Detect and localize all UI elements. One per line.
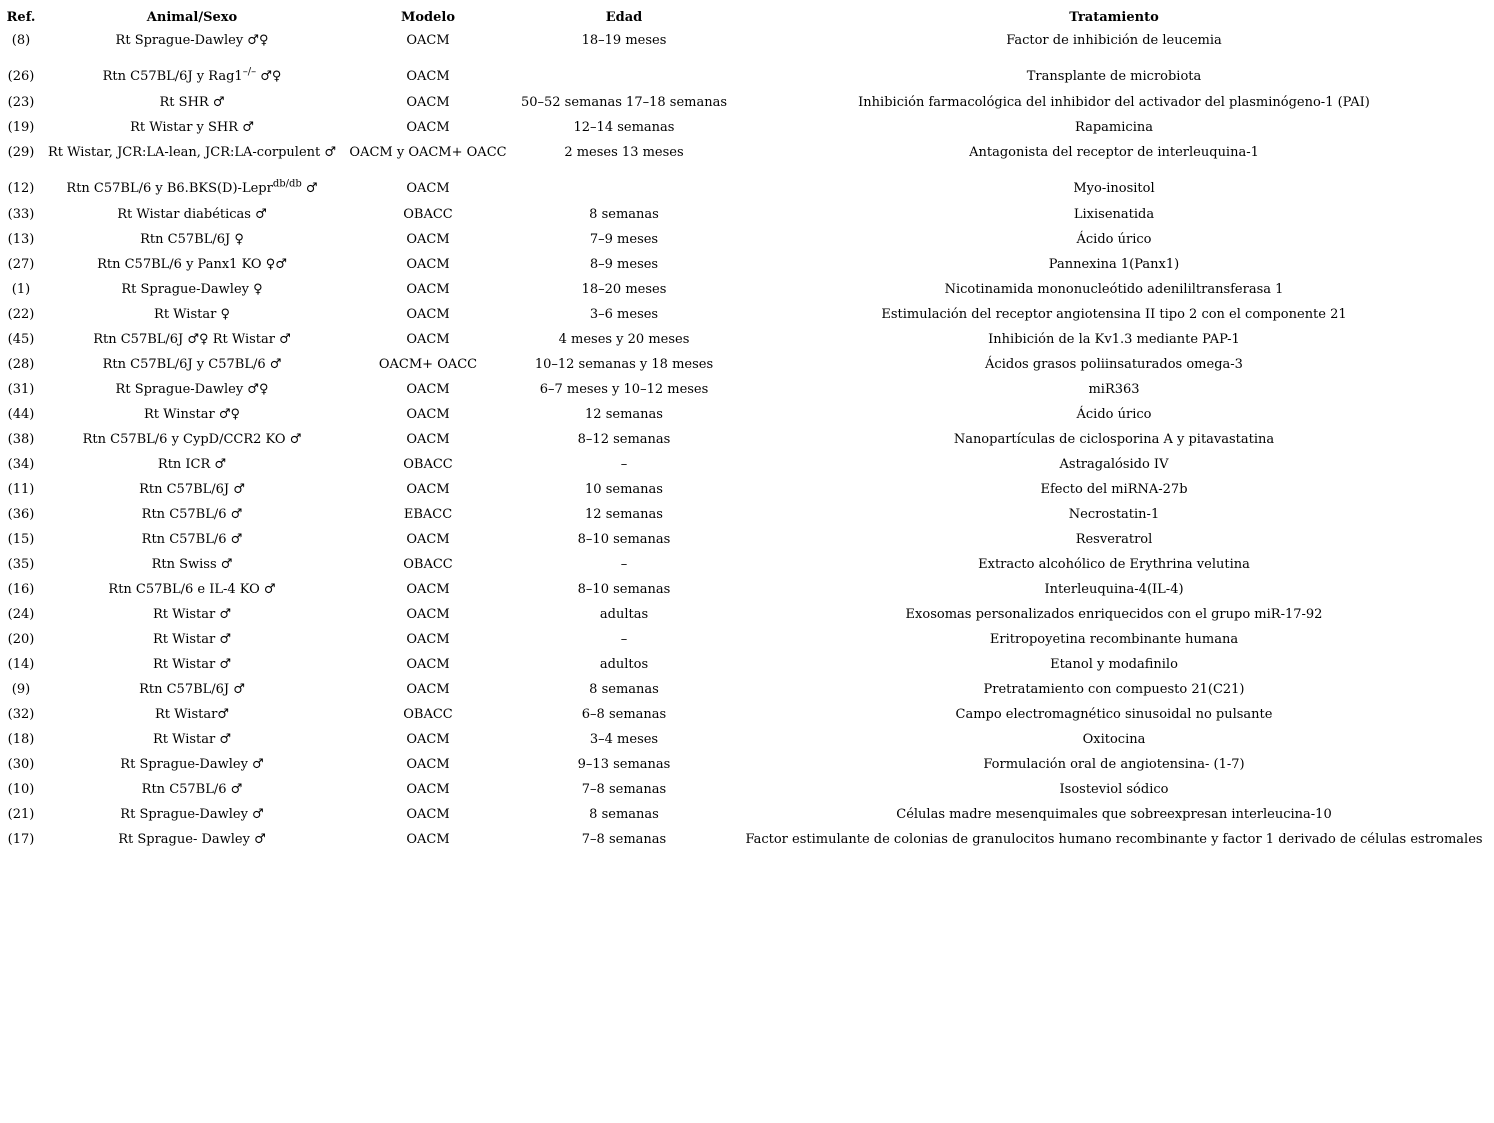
cell-ref: (23) <box>7 95 35 110</box>
cell-edad: adultas <box>599 607 649 622</box>
cell-edad: 12 semanas <box>585 407 663 422</box>
cell-tratamiento: Isosteviol sódico <box>1059 782 1169 797</box>
cell-modelo: OACM <box>406 33 450 48</box>
cell-animal: Rt Wistar ♂ <box>152 732 232 747</box>
cell-edad: 9–13 semanas <box>577 757 671 772</box>
cell-modelo: EBACC <box>403 507 453 522</box>
table-row <box>4 28 1490 53</box>
cell-ref: (30) <box>7 757 35 772</box>
table-row <box>4 627 1490 652</box>
cell-tratamiento: Rapamicina <box>1075 120 1153 135</box>
cell-animal: Rtn C57BL/6 e IL-4 KO ♂ <box>108 582 276 597</box>
cell-edad: 12 semanas <box>585 507 663 522</box>
cell-animal: Rt Sprague-Dawley ♂♀ <box>115 33 269 48</box>
table-row <box>4 352 1490 377</box>
cell-modelo: OACM <box>406 682 450 697</box>
cell-tratamiento: Inhibición farmacológica del inhibidor del activador del plasminógeno-1 (PAI) <box>858 95 1370 110</box>
cell-animal: Rtn C57BL/6 ♂ <box>141 532 243 547</box>
header-tratamiento: Tratamiento <box>1069 9 1159 25</box>
animal-text: Rtn C57BL/6 y B6.BKS(D)-Lepr <box>66 181 273 196</box>
cell-animal: Rtn C57BL/6J y C57BL/6 ♂ <box>102 357 282 372</box>
table-row <box>4 327 1490 352</box>
cell-ref: (8) <box>11 33 31 48</box>
cell-animal: Rt Wistar y SHR ♂ <box>130 120 254 135</box>
table-row <box>4 115 1490 140</box>
cell-tratamiento: Nanopartículas de ciclosporina A y pitavastatina <box>953 432 1275 447</box>
cell-animal: Rt Wistar ♀ <box>154 307 230 322</box>
cell-edad: 10 semanas <box>585 482 663 497</box>
cell-tratamiento: Lixisenatida <box>1073 207 1155 222</box>
table-row <box>4 377 1490 402</box>
cell-modelo: OACM <box>406 232 450 247</box>
cell-tratamiento: Efecto del miRNA-27b <box>1040 482 1188 497</box>
cell-animal: Rtn Swiss ♂ <box>151 557 233 572</box>
cell-modelo: OACM <box>406 757 450 772</box>
cell-tratamiento: Transplante de microbiota <box>1026 69 1202 84</box>
header-row <box>4 6 1490 28</box>
cell-animal: Rt Sprague-Dawley ♂♀ <box>115 382 269 397</box>
cell-tratamiento: Campo electromagnético sinusoidal no pulsante <box>955 707 1273 722</box>
table-row <box>4 165 1490 202</box>
cell-tratamiento: Pannexina 1(Panx1) <box>1048 257 1180 272</box>
cell-modelo: OACM <box>406 532 450 547</box>
table-row <box>4 827 1490 852</box>
cell-edad: 8–10 semanas <box>577 532 671 547</box>
cell-ref: (27) <box>7 257 35 272</box>
cell-ref: (20) <box>7 632 35 647</box>
cell-tratamiento: Ácido úrico <box>1076 407 1152 422</box>
cell-tratamiento: Myo-inositol <box>1073 181 1155 196</box>
cell-modelo: OBACC <box>403 457 453 472</box>
cell-modelo: OACM <box>406 332 450 347</box>
cell-modelo: OACM <box>406 257 450 272</box>
cell-tratamiento: Etanol y modafinilo <box>1050 657 1178 672</box>
cell-animal <box>38 53 346 90</box>
cell-tratamiento: Estimulación del receptor angiotensina II tipo 2 con el componente 21 <box>881 307 1347 322</box>
table-row <box>4 227 1490 252</box>
table-row <box>4 53 1490 90</box>
cell-ref: (24) <box>7 607 35 622</box>
header-animal: Animal/Sexo <box>146 9 238 25</box>
table-row <box>4 752 1490 777</box>
table-row <box>4 552 1490 577</box>
table-row <box>4 527 1490 552</box>
cell-ref: (31) <box>7 382 35 397</box>
cell-edad <box>510 53 738 90</box>
animal-superscript: db/db <box>272 178 302 190</box>
cell-ref: (18) <box>7 732 35 747</box>
cell-ref: (14) <box>7 657 35 672</box>
animal-superscript: –/– <box>242 66 257 78</box>
cell-ref: (33) <box>7 207 35 222</box>
cell-animal: Rtn C57BL/6J ♂ <box>139 682 245 697</box>
cell-ref: (28) <box>7 357 35 372</box>
cell-ref: (16) <box>7 582 35 597</box>
cell-modelo: OACM y OACM+ OACC <box>349 145 507 160</box>
cell-animal: Rt Wistar♂ <box>155 707 229 722</box>
cell-tratamiento: Exosomas personalizados enriquecidos con el grupo miR-17-92 <box>905 607 1323 622</box>
table-row <box>4 202 1490 227</box>
cell-modelo: OACM+ OACC <box>378 357 478 372</box>
cell-edad: 7–9 meses <box>589 232 659 247</box>
cell-modelo: OACM <box>406 482 450 497</box>
cell-ref: (34) <box>7 457 35 472</box>
cell-ref: (35) <box>7 557 35 572</box>
cell-animal: Rtn C57BL/6 y Panx1 KO ♀♂ <box>97 257 287 272</box>
cell-modelo: OACM <box>406 832 450 847</box>
table-row <box>4 577 1490 602</box>
cell-edad: 7–8 semanas <box>581 832 667 847</box>
table-row <box>4 702 1490 727</box>
cell-ref: (29) <box>7 145 35 160</box>
table-row <box>4 252 1490 277</box>
cell-animal: Rt Wistar ♂ <box>152 632 232 647</box>
cell-edad: 12–14 semanas <box>573 120 675 135</box>
cell-ref: (15) <box>7 532 35 547</box>
cell-edad: 8–9 meses <box>589 257 659 272</box>
cell-edad: 7–8 semanas <box>581 782 667 797</box>
cell-modelo: OBACC <box>403 207 453 222</box>
cell-tratamiento: Resveratrol <box>1075 532 1153 547</box>
cell-tratamiento: miR363 <box>1088 382 1140 397</box>
cell-modelo: OACM <box>406 382 450 397</box>
cell-ref: (12) <box>7 181 35 196</box>
cell-ref: (19) <box>7 120 35 135</box>
cell-ref: (11) <box>7 482 35 497</box>
cell-modelo: OACM <box>406 657 450 672</box>
cell-modelo: OACM <box>406 307 450 322</box>
cell-edad: 18–20 meses <box>581 282 667 297</box>
table-row <box>4 502 1490 527</box>
cell-edad: 50–52 semanas 17–18 semanas <box>520 95 728 110</box>
cell-tratamiento: Eritropoyetina recombinante humana <box>989 632 1239 647</box>
cell-edad: 8 semanas <box>589 207 659 222</box>
cell-edad: 4 meses y 20 meses <box>558 332 690 347</box>
cell-animal: Rtn C57BL/6 ♂ <box>141 782 243 797</box>
cell-modelo: OACM <box>406 432 450 447</box>
cell-edad: 18–19 meses <box>581 33 667 48</box>
cell-modelo: OACM <box>406 181 450 196</box>
cell-ref: (38) <box>7 432 35 447</box>
cell-edad: 6–8 semanas <box>581 707 667 722</box>
cell-modelo: OACM <box>406 407 450 422</box>
cell-animal: Rt Sprague-Dawley ♂ <box>120 757 264 772</box>
cell-modelo: OACM <box>406 732 450 747</box>
table-row <box>4 452 1490 477</box>
cell-edad: – <box>620 457 628 472</box>
cell-edad: 3–6 meses <box>589 307 659 322</box>
cell-ref: (17) <box>7 832 35 847</box>
cell-edad: adultos <box>599 657 649 672</box>
header-modelo: Modelo <box>400 9 456 25</box>
cell-edad: – <box>620 557 628 572</box>
cell-modelo: OACM <box>406 282 450 297</box>
cell-tratamiento: Antagonista del receptor de interleuquina-1 <box>969 145 1259 160</box>
table-row <box>4 402 1490 427</box>
treatment-table <box>4 6 1490 852</box>
cell-tratamiento: Astragalósido IV <box>1059 457 1169 472</box>
cell-animal: Rt Sprague-Dawley ♀ <box>121 282 263 297</box>
cell-modelo: OBACC <box>403 707 453 722</box>
cell-ref: (1) <box>11 282 31 297</box>
cell-tratamiento: Necrostatin-1 <box>1068 507 1160 522</box>
cell-ref: (45) <box>7 332 35 347</box>
table-row <box>4 277 1490 302</box>
table-row <box>4 302 1490 327</box>
cell-tratamiento: Células madre mesenquimales que sobreexpresan interleucina-10 <box>896 807 1332 822</box>
cell-tratamiento: Factor de inhibición de leucemia <box>1006 33 1222 48</box>
table-row <box>4 477 1490 502</box>
cell-ref: (44) <box>7 407 35 422</box>
table-row <box>4 802 1490 827</box>
cell-modelo: OACM <box>406 69 450 84</box>
cell-animal: Rtn C57BL/6J ♂♀ Rt Wistar ♂ <box>93 332 291 347</box>
cell-ref: (13) <box>7 232 35 247</box>
cell-animal: Rtn C57BL/6J ♀ <box>140 232 244 247</box>
cell-modelo: OACM <box>406 807 450 822</box>
table-row <box>4 90 1490 115</box>
cell-modelo: OBACC <box>403 557 453 572</box>
cell-tratamiento: Ácidos grasos poliinsaturados omega-3 <box>985 357 1243 372</box>
animal-sex: ♂ <box>301 181 318 196</box>
cell-ref: (36) <box>7 507 35 522</box>
cell-animal: Rt SHR ♂ <box>159 95 225 110</box>
cell-modelo: OACM <box>406 782 450 797</box>
cell-animal: Rt Wistar ♂ <box>152 657 232 672</box>
cell-animal: Rt Winstar ♂♀ <box>144 407 240 422</box>
cell-tratamiento: Ácido úrico <box>1076 232 1152 247</box>
cell-animal: Rt Sprague- Dawley ♂ <box>118 832 266 847</box>
cell-edad: 10–12 semanas y 18 meses <box>534 357 714 372</box>
table-body <box>4 28 1490 852</box>
cell-tratamiento: Inhibición de la Kv1.3 mediante PAP-1 <box>988 332 1240 347</box>
table-row <box>4 140 1490 165</box>
cell-animal: Rtn ICR ♂ <box>157 457 227 472</box>
cell-ref: (32) <box>7 707 35 722</box>
cell-animal: Rtn C57BL/6J ♂ <box>139 482 245 497</box>
header-edad: Edad <box>605 9 643 25</box>
cell-edad: 8 semanas <box>589 682 659 697</box>
cell-tratamiento: Pretratamiento con compuesto 21(C21) <box>983 682 1245 697</box>
cell-animal <box>38 165 346 202</box>
cell-modelo: OACM <box>406 120 450 135</box>
cell-tratamiento: Oxitocina <box>1082 732 1146 747</box>
cell-animal: Rtn C57BL/6 ♂ <box>141 507 243 522</box>
cell-animal: Rtn C57BL/6 y CypD/CCR2 KO ♂ <box>82 432 302 447</box>
animal-sex: ♂♀ <box>256 69 282 84</box>
cell-edad: 8–10 semanas <box>577 582 671 597</box>
cell-edad: – <box>620 632 628 647</box>
cell-tratamiento: Extracto alcohólico de Erythrina velutina <box>978 557 1250 572</box>
table-row <box>4 677 1490 702</box>
table-row <box>4 427 1490 452</box>
cell-ref: (22) <box>7 307 35 322</box>
cell-animal: Rt Sprague-Dawley ♂ <box>120 807 264 822</box>
cell-animal: Rt Wistar diabéticas ♂ <box>117 207 267 222</box>
table-row <box>4 727 1490 752</box>
cell-edad: 6–7 meses y 10–12 meses <box>539 382 709 397</box>
cell-tratamiento: Formulación oral de angiotensina- (1-7) <box>983 757 1245 772</box>
header-ref: Ref. <box>6 9 36 25</box>
cell-animal: Rt Wistar, JCR:LA-lean, JCR:LA-corpulent ♂ <box>47 145 337 160</box>
cell-edad: 2 meses 13 meses <box>564 145 684 160</box>
animal-text: Rtn C57BL/6J y Rag1 <box>102 69 243 84</box>
cell-modelo: OACM <box>406 632 450 647</box>
cell-animal: Rt Wistar ♂ <box>152 607 232 622</box>
cell-edad: 8–12 semanas <box>577 432 671 447</box>
cell-tratamiento: Nicotinamida mononucleótido adenililtransferasa 1 <box>944 282 1284 297</box>
cell-edad: 8 semanas <box>589 807 659 822</box>
cell-modelo: OACM <box>406 95 450 110</box>
cell-ref: (21) <box>7 807 35 822</box>
cell-modelo: OACM <box>406 607 450 622</box>
table-row <box>4 652 1490 677</box>
cell-ref: (9) <box>11 682 31 697</box>
cell-tratamiento: Interleuquina-4(IL-4) <box>1044 582 1184 597</box>
cell-tratamiento: Factor estimulante de colonias de granulocitos humano recombinante y factor 1 derivado de células estromales <box>745 832 1483 847</box>
table-row <box>4 602 1490 627</box>
cell-ref: (26) <box>7 69 35 84</box>
cell-modelo: OACM <box>406 582 450 597</box>
cell-edad: 3–4 meses <box>589 732 659 747</box>
cell-ref: (10) <box>7 782 35 797</box>
table-row <box>4 777 1490 802</box>
cell-edad <box>510 165 738 202</box>
